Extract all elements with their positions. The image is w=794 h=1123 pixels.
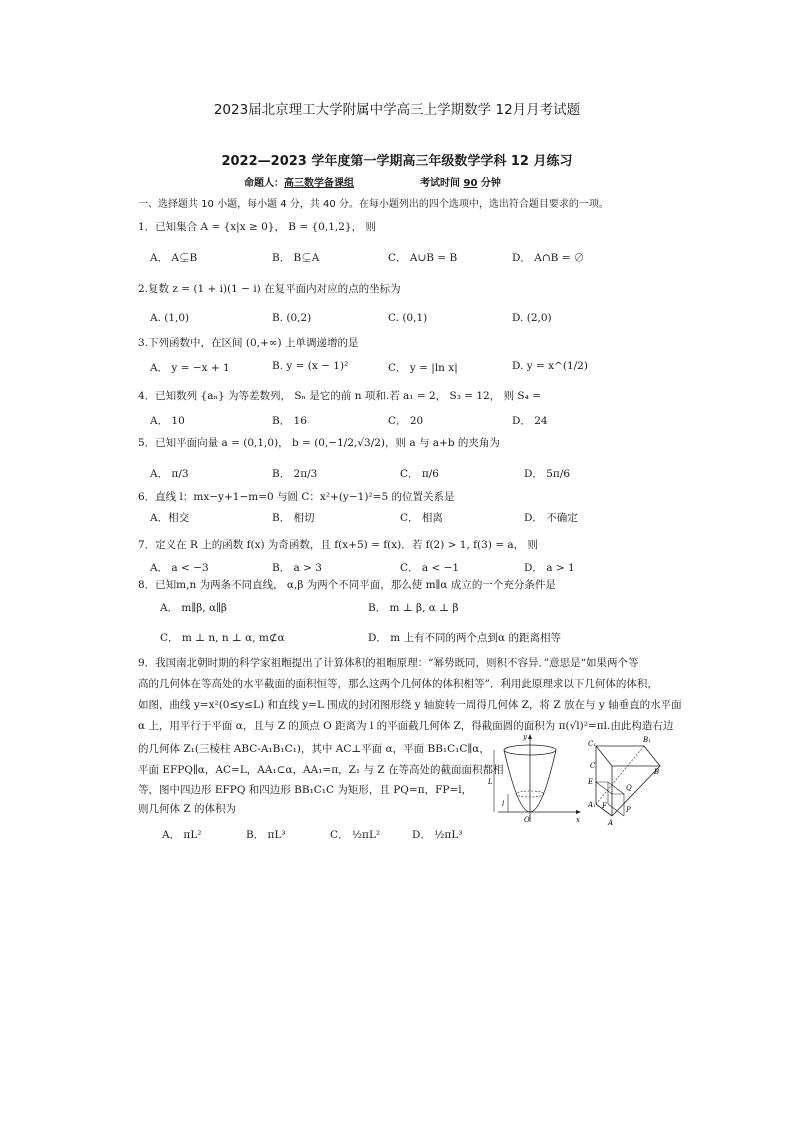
- fig-label-L: L: [488, 778, 493, 786]
- q2-option-a: A. (1,0): [150, 312, 190, 324]
- q3-option-d: D. y = x^(1/2): [512, 360, 588, 372]
- q7-option-a: A． a < −3: [150, 562, 209, 574]
- fig-label-A1: A₁: [588, 801, 596, 809]
- q7-option-c: C． a < −1: [400, 562, 460, 574]
- q4-option-b: B． 16: [272, 415, 307, 427]
- question-4-stem: 4．已知数列 {aₙ} 为等差数列， Sₙ 是它的前 n 项和.若 a₁ = 2， S₃ = 12， 则 S₄ =: [138, 390, 541, 402]
- q9-figure: [478, 732, 663, 828]
- q9-option-b: B． πL³: [246, 829, 286, 841]
- q1-option-c: C． A∪B = B: [388, 252, 458, 264]
- q8-option-d: D． m 上有不同的两个点到α 的距离相等: [368, 632, 561, 644]
- time-unit: 分钟: [480, 178, 501, 189]
- fig-label-l: l: [502, 800, 505, 808]
- q1-option-a: A． A⊊B: [150, 252, 198, 264]
- question-1-stem: 1．已知集合 A = {x|x ≥ 0}， B = {0,1,2}， 则: [138, 221, 376, 233]
- q4-option-d: D． 24: [512, 415, 548, 427]
- q9-line-6: 平面 EFPQ∥α，AC=L，AA₁⊂α，AA₁=π，Z₁ 与 Z 在等高处的截面面积都相: [138, 764, 504, 776]
- q2-option-b: B. (0,2): [272, 312, 312, 324]
- document-top-title: 2023届北京理工大学附属中学高三上学期数学 12月月考试题: [213, 102, 581, 118]
- time-label: 考试时间: [420, 178, 460, 189]
- fig-label-Q: Q: [626, 784, 632, 792]
- fig-label-F: F: [602, 802, 607, 810]
- question-5-stem: 5．已知平面向量 a = (0,1,0)， b = (0,−1/2,√3/2)，则 a 与 a+b 的夹角为: [138, 437, 500, 449]
- q2-option-c: C. (0,1): [388, 312, 428, 324]
- q2-option-d: D. (2,0): [512, 312, 552, 324]
- question-6-stem: 6．直线 l：mx−y+1−m=0 与圆 C：x²+(y−1)²=5 的位置关系是: [138, 491, 455, 503]
- q9-line-3: 如图，曲线 y=x²(0≤y≤L) 和直线 y=L 围成的封闭图形绕 y 轴旋转一周得几何体 Z，将 Z 放在与 y 轴垂直的水平面: [138, 699, 682, 711]
- q5-option-d: D． 5π/6: [524, 468, 571, 480]
- q9-line-7: 等，图中四边形 EFPQ 和四边形 BB₁C₁C 为矩形，且 PQ=π，FP=l，: [138, 784, 473, 796]
- q6-option-a: A．相交: [150, 512, 190, 524]
- fig-label-P: P: [626, 806, 631, 814]
- q3-option-c: C． y = |ln x|: [388, 362, 458, 374]
- q5-option-a: A． π/3: [150, 468, 189, 480]
- q9-line-5: 的几何体 Z₁(三棱柱 ABC-A₁B₁C₁)，其中 AC⊥平面 α，平面 BB₁C₁C∥α，: [138, 743, 490, 755]
- fig-label-C: C: [590, 762, 596, 770]
- author-line: [244, 174, 354, 189]
- exam-title: 2022—2023 学年度第一学期高三年级数学学科 12 月练习: [221, 154, 573, 169]
- q5-option-b: B． 2π/3: [272, 468, 318, 480]
- question-8-stem: 8．已知m,n 为两条不同直线， α,β 为两个不同平面，那么使 m∥α 成立的一个充分条件是: [138, 579, 556, 591]
- q6-option-c: C． 相离: [400, 512, 443, 524]
- fig-label-A: A: [608, 819, 614, 827]
- q9-line-4: α 上，用平行于平面 α，且与 Z 的顶点 O 距离为 l 的平面截几何体 Z，得截面圆的面积为 π(√l)²=πl.由此构造右边: [138, 720, 674, 732]
- q7-option-d: D． a > 1: [524, 562, 575, 574]
- q1-option-d: D． A∩B = ∅: [512, 252, 585, 264]
- q9-option-a: A． πL²: [162, 829, 202, 841]
- question-7-stem: 7．定义在 R 上的函数 f(x) 为奇函数，且 f(x+5) = f(x)．若 f(2) > 1, f(3) = a， 则: [138, 539, 538, 551]
- q7-option-b: B． a > 3: [272, 562, 322, 574]
- fig-label-C1: C₁: [588, 740, 597, 748]
- q5-option-c: C． π/6: [400, 468, 439, 480]
- q6-option-b: B． 相切: [272, 512, 315, 524]
- q6-option-d: D． 不确定: [524, 512, 578, 524]
- time-line: [420, 174, 501, 189]
- fig-label-B: B: [654, 768, 660, 776]
- fig-label-x: x: [576, 816, 580, 824]
- fig-label-E: E: [588, 778, 594, 786]
- q9-line-2: 高的几何体在等高处的水平截面的面积恒等，那么这两个几何体的体积相等”．利用此原理求以下几何体的体积，: [138, 678, 658, 690]
- author-value: 高三数学备课组: [284, 178, 354, 189]
- fig-label-y: y: [523, 733, 527, 741]
- q3-option-b: B. y = (x − 1)²: [272, 360, 349, 372]
- author-label: 命题人：: [244, 178, 284, 189]
- q9-line-8: 则几何体 Z 的体积为: [138, 803, 236, 815]
- q3-option-a: A． y = −x + 1: [150, 362, 230, 374]
- q9-option-d: D． ½πL³: [412, 829, 463, 841]
- q8-option-b: B． m ⊥ β, α ⊥ β: [368, 602, 459, 614]
- question-2-stem: 2.复数 z = (1 + i)(1 − i) 在复平面内对应的点的坐标为: [138, 283, 401, 295]
- q9-option-c: C． ½πL²: [330, 829, 381, 841]
- fig-label-O: O: [524, 816, 530, 824]
- q8-option-a: A． m∥β, α∥β: [160, 602, 227, 614]
- q4-option-a: A． 10: [150, 415, 185, 427]
- fig-label-B1: B₁: [643, 736, 651, 744]
- question-3-stem: 3.下列函数中，在区间 (0,+∞) 上单调递增的是: [138, 337, 359, 349]
- q4-option-c: C． 20: [388, 415, 424, 427]
- q1-option-b: B． B⊊A: [272, 252, 320, 264]
- section-instructions: 一、选择题共 10 小题，每小题 4 分，共 40 分。在每小题列出的四个选项中，选出符合题目要求的一项。: [138, 199, 609, 210]
- q8-option-c: C． m ⊥ n, n ⊥ α, m⊄α: [160, 632, 285, 644]
- q9-line-1: 9．我国南北朝时期的科学家祖暅提出了计算体积的祖暅原理：“幂势既同，则积不容异．”意思是“如果两个等: [138, 657, 639, 669]
- time-value: 90: [463, 178, 478, 189]
